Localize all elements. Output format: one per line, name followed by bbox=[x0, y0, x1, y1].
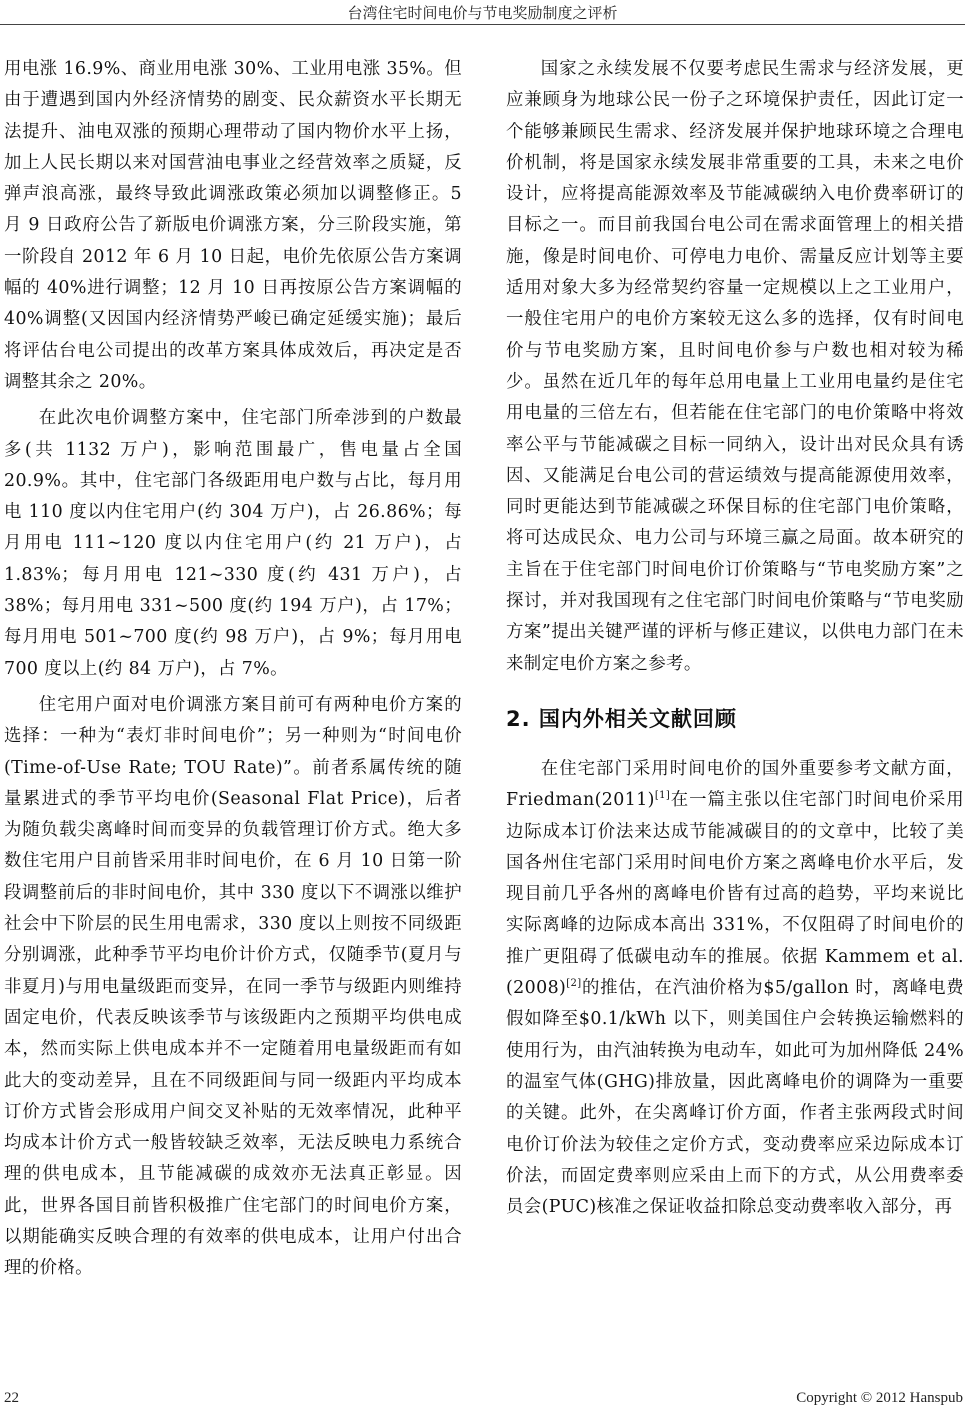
paragraph-text: 在住宅部门采用时间电价的国外重要参考文献方面，Friedman(2011) bbox=[506, 758, 964, 811]
paragraph bbox=[506, 754, 964, 1223]
paragraph: 住宅用户面对电价调涨方案目前可有两种电价方案的选择：一种为“表灯非时间电价”；另一种则为“时间电价(Time-of-Use Rate; TOU Rate)”。前者系属传统的随量累进式的季节平均电价(Seasonal Flat Price)，后者为随负载尖离峰时间而变异的负载管理订价方式。绝大多数住宅用户目前皆采用非时间电价，在 6 月 10 日第一阶段调整前后的非时间电价，其中 330 度以下不调涨以维护社会中下阶层的民生用电需求，330 度以上则按不同级距分别调涨，此种季节平均电价计价方式，仅随季节(夏月与非夏月)与用电量级距而变异，在同一季节与级距内则维持固定电价，代表反映该季节与该级距内之预期平均供电成本，然而实际上供电成本并不一定随着用电量级距而有如此大的变动差异，且在不同级距间与同一级距内平均成本订价方式皆会形成用户间交叉补贴的无效率情况，此种平均成本计价方式一般皆较缺乏效率，无法反映电力系统合理的供电成本，且节能减碳的成效亦无法真正彰显。因此，世界各国目前皆积极推广住宅部门的时间电价方案，以期能确实反映合理的有效率的供电成本，让用户付出合理的价格。 bbox=[4, 694, 462, 1279]
right-column bbox=[506, 54, 964, 1223]
running-header: 台湾住宅时间电价与节电奖励制度之评析 bbox=[347, 4, 618, 22]
citation-ref-2[interactable]: [2] bbox=[566, 978, 582, 990]
paragraph: 在此次电价调整方案中，住宅部门所牵涉到的户数最多(共 1132 万户)，影响范围最广，售电量占全国 20.9%。其中，住宅部门各级距用电户数与占比，每月用电 110 度以内住宅用户(约 304 万户)，占 26.86%；每月用电 111~120 度以内住宅用户(约 21 万户)，占 1.83%；每月用电 121~330 度(约 431 万户)，占 38%；每月用电 331~500 度(约 194 万户)，占 17%；每月用电 501~700 度(约 98 万户)，占 9%；每月用电 700 度以上(约 84 万户)，占 7%。 bbox=[4, 408, 462, 679]
section-heading: 2. 国内外相关文献回顾 bbox=[506, 706, 737, 731]
page-number: 22 bbox=[4, 1390, 19, 1406]
paragraph-text: 在一篇主张以住宅部门时间电价采用边际成本订价法来达成节能减碳目的的文章中，比较了美国各州住宅部门采用时间电价方案之离峰电价水平后，发现目前几乎各州的离峰电价皆有过高的趋势，平均来说比实际离峰的边际成本高出 331%，不仅阻碍了时间电价的推广更阻碍了低碳电动车的推展。依据 Kammem et al. (2008) bbox=[506, 790, 964, 999]
paragraph-text: 的推估，在汽油价格为$5/gallon 时，离峰电费假如降至$0.1/kWh 以下，则美国住户会转换运输燃料的使用行为，由汽油转换为电动车，如此可为加州降低 24%的温室气体(GHG)排放量，因此离峰电价的调降为一重要的关键。此外，在尖离峰订价方面，作者主张两段式时间电价订价法为较佳之定价方式，变动费率应采边际成本订价法，而固定费率则应采由上而下的方式，从公用费率委员会(PUC)核准之保证收益扣除总变动费率收入部分，再 bbox=[506, 978, 964, 1218]
citation-ref-1[interactable]: [1] bbox=[654, 790, 671, 802]
paragraph: 国家之永续发展不仅要考虑民生需求与经济发展，更应兼顾身为地球公民一份子之环境保护责任，因此订定一个能够兼顾民生需求、经济发展并保护地球环境之合理电价机制，将是国家永续发展非常重要的工具，未来之电价设计，应将提高能源效率及节能减碳纳入电价费率研订的目标之一。而目前我国台电公司在需求面管理上的相关措施，像是时间电价、可停电力电价、需量反应计划等主要适用对象大多为经常契约容量一定规模以上之工业用户，一般住宅用户的电价方案较无这么多的选择，仅有时间电价与节电奖励方案，且时间电价参与户数也相对较为稀少。虽然在近几年的每年总用电量上工业用电量约是住宅用电量的三倍左右，但若能在住宅部门的电价策略中将效率公平与节能减碳之目标一同纳入，设计出对民众具有诱因、又能满足台电公司的营运绩效与提高能源使用效率，同时更能达到节能减碳之环保目标的住宅部门电价策略，将可达成民众、电力公司与环境三赢之局面。故本研究的主旨在于住宅部门时间电价订价策略与“节电奖励方案”之探讨，并对我国现有之住宅部门时间电价策略与“节电奖励方案”提出关键严谨的评析与修正建议，以供电力部门在未来制定电价方案之参考。 bbox=[506, 59, 964, 674]
paragraph: 用电涨 16.9%、商业用电涨 30%、工业用电涨 35%。但由于遭遇到国内外经济情势的剧变、民众薪资水平长期无法提升、油电双涨的预期心理带动了国内物价水平上扬，加上人民长期以来对国营油电事业之经营效率之质疑，反弹声浪高涨，最终导致此调涨政策必须加以调整修正。5 月 9 日政府公告了新版电价调涨方案，分三阶段实施，第一阶段自 2012 年 6 月 10 日起，电价先依原公告方案调幅的 40%进行调整；12 月 10 日再按原公告方案调幅的 40%调整(又因国内经济情势严峻已确定延缓实施)；最后将评估台电公司提出的改革方案具体成效后，再决定是否调整其余之 20%。 bbox=[4, 59, 462, 392]
page-footer bbox=[0, 1390, 965, 1410]
copyright-notice: Copyright © 2012 Hanspub bbox=[796, 1390, 963, 1406]
header-rule bbox=[0, 24, 965, 25]
left-column bbox=[4, 54, 462, 1285]
